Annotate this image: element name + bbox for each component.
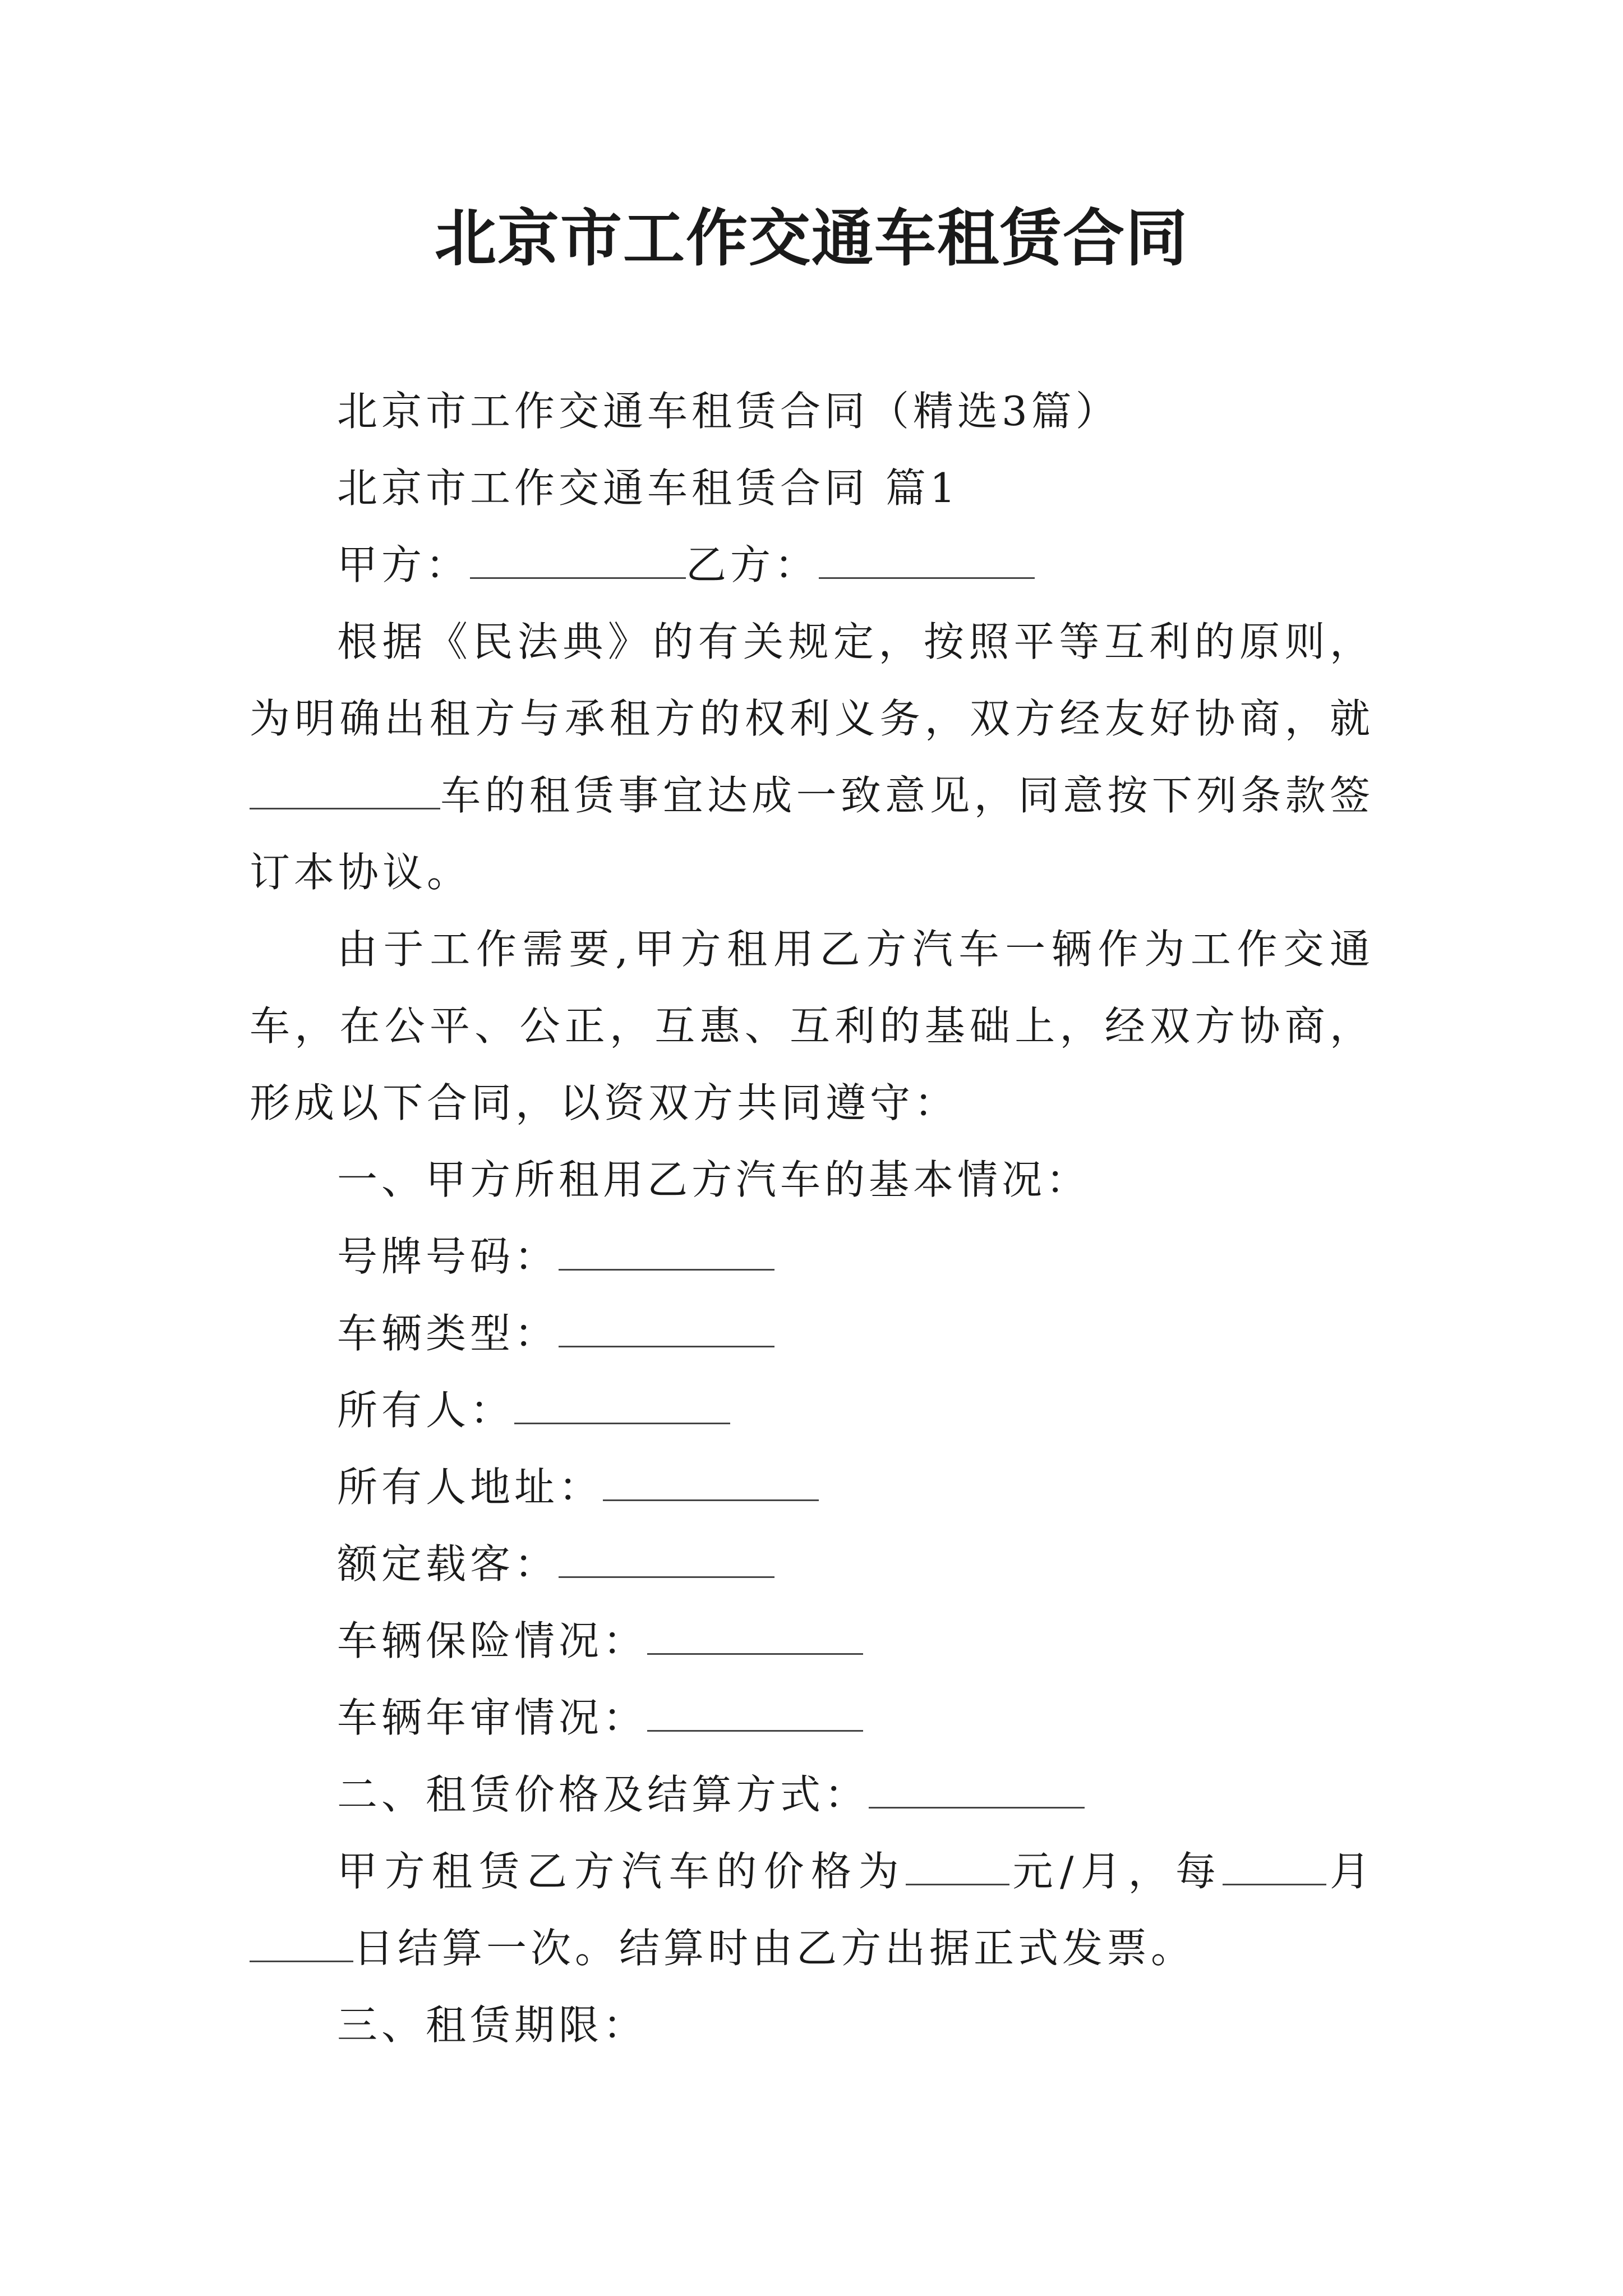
section1-heading: 一、甲方所租用乙方汽车的基本情况： bbox=[337, 1156, 1091, 1203]
field-label: 所有人： bbox=[337, 1387, 515, 1434]
price-blank bbox=[906, 1846, 1009, 1885]
field-label: 额定载客： bbox=[337, 1540, 559, 1588]
document-title: 北京市工作交通车租赁合同 bbox=[435, 202, 1188, 274]
purpose-paragraph: 由于工作需要,甲方租用乙方汽车一辆作为工作交通车，在公平、公正，互惠、互利的基础上，经双方协商，形成以下合同，以资双方共同遵守： bbox=[250, 926, 1374, 1126]
field-annual-inspection bbox=[250, 1680, 1374, 1756]
intro-text-1: 根据《民法典》的有关规定，按照平等互利的原则，为明确出租方与承租方的权利义务，双方经友好协商，就 bbox=[250, 618, 1374, 742]
field-blank bbox=[647, 1692, 863, 1732]
field-blank bbox=[514, 1384, 730, 1424]
section2-heading bbox=[250, 1756, 1374, 1833]
month-blank bbox=[1223, 1846, 1326, 1885]
field-blank bbox=[559, 1538, 774, 1578]
field-label: 车辆类型： bbox=[337, 1310, 559, 1357]
field-blank bbox=[647, 1615, 863, 1655]
price-text-2: 元/月，每 bbox=[1009, 1848, 1223, 1895]
section2-blank bbox=[869, 1769, 1085, 1809]
party-b-blank bbox=[819, 539, 1035, 579]
day-blank bbox=[250, 1922, 353, 1962]
field-label: 所有人地址： bbox=[337, 1464, 603, 1511]
price-paragraph bbox=[250, 1833, 1374, 1987]
price-text-1: 甲方租赁乙方汽车的价格为 bbox=[337, 1848, 906, 1895]
document-body bbox=[250, 373, 1374, 2064]
document-subtitle: 北京市工作交通车租赁合同（精选3篇） bbox=[337, 388, 1120, 435]
field-owner-address bbox=[250, 1449, 1374, 1526]
intro-text-2: 车的租赁事宜达成一致意见，同意按下列条款签订本协议。 bbox=[250, 772, 1374, 896]
price-text-4: 日结算一次。结算时由乙方出据正式发票。 bbox=[353, 1925, 1196, 1972]
field-blank bbox=[559, 1231, 774, 1271]
section2-heading-text: 二、租赁价格及结算方式： bbox=[337, 1771, 869, 1818]
parties-line bbox=[250, 527, 1374, 604]
field-blank bbox=[559, 1308, 774, 1347]
field-label: 车辆年审情况： bbox=[337, 1694, 648, 1741]
field-owner bbox=[250, 1372, 1374, 1449]
price-text-3: 月 bbox=[1326, 1848, 1374, 1895]
party-a-blank bbox=[470, 539, 686, 579]
section3-heading: 三、租赁期限： bbox=[337, 2001, 648, 2049]
party-b-label: 乙方： bbox=[686, 541, 819, 588]
field-blank bbox=[603, 1461, 819, 1501]
field-label: 号牌号码： bbox=[337, 1233, 559, 1280]
vehicle-blank bbox=[250, 770, 440, 809]
field-insurance bbox=[250, 1603, 1374, 1680]
field-plate-number bbox=[250, 1218, 1374, 1295]
intro-paragraph bbox=[250, 604, 1374, 911]
field-rated-passengers bbox=[250, 1526, 1374, 1603]
field-label: 车辆保险情况： bbox=[337, 1617, 648, 1664]
field-vehicle-type bbox=[250, 1295, 1374, 1372]
party-a-label: 甲方： bbox=[337, 541, 471, 588]
part-heading: 北京市工作交通车租赁合同 篇1 bbox=[337, 464, 960, 512]
